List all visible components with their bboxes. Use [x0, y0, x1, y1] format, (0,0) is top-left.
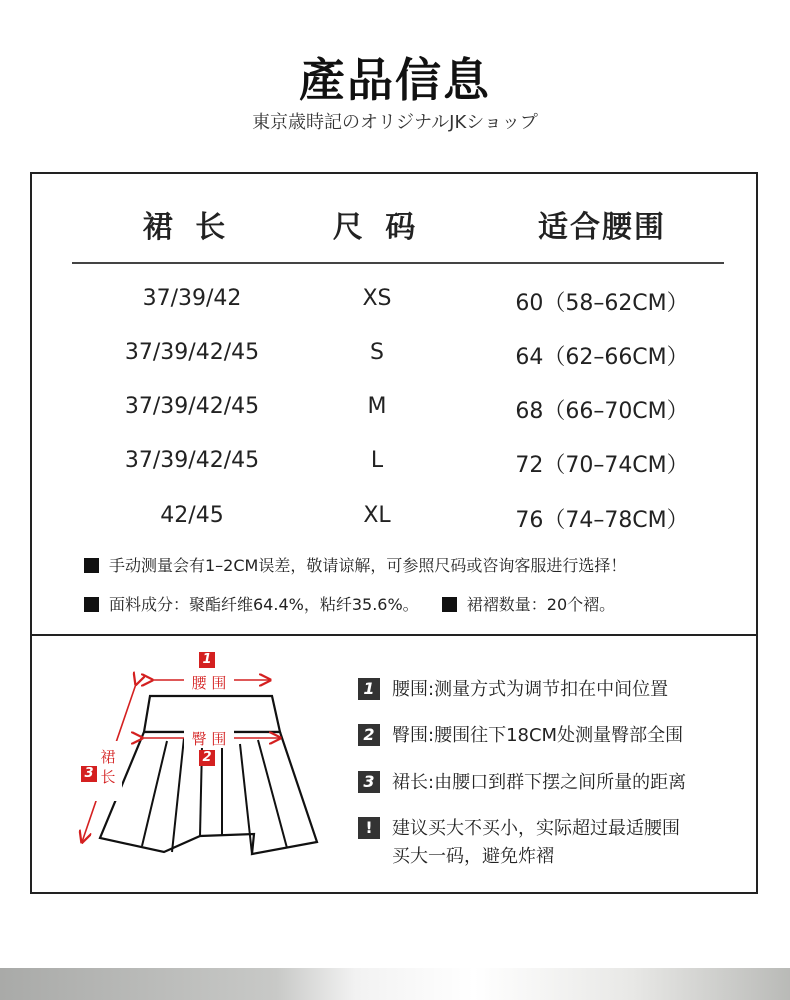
cell-waist: 68（66–70CM）: [515, 399, 689, 424]
legend-waist: 1 腰围:测量方式为调节扣在中间位置: [358, 675, 668, 701]
cell-length: 37/39/42: [142, 286, 242, 311]
cell-length: 37/39/42/45: [124, 394, 260, 419]
cell-length: 37/39/42/45: [124, 340, 260, 365]
table-row: [32, 448, 756, 478]
legend-tip: ! 建议买大不买小，实际超过最适腰围 买大一码，避免炸褶: [358, 814, 680, 840]
length-label-char-b: 长: [100, 768, 116, 786]
table-row: [32, 340, 756, 370]
material-note: 面料成分：聚酯纤维64.4%，粘纤35.6%。 裙褶数量：20个褶。: [84, 592, 615, 615]
section-divider: [32, 634, 756, 636]
table-header-rule: [72, 262, 724, 264]
cell-length: 42/45: [160, 503, 224, 528]
measurement-error-note: 手动测量会有1–2CM误差，敬请谅解，可参照尺码或咨询客服进行选择！: [84, 553, 626, 576]
cell-size: XL: [363, 503, 391, 528]
page-subtitle: 東京歳時記のオリジナルJKショップ: [252, 112, 538, 133]
table-row: [32, 286, 756, 316]
product-photo-strip: [0, 968, 790, 1000]
cell-waist: 60（58–62CM）: [515, 291, 689, 316]
header-size: 尺 码: [332, 210, 422, 245]
hip-label: 臀 围: [191, 730, 227, 748]
legend-number-2: 2: [358, 724, 380, 746]
size-table-header: [32, 202, 756, 246]
skirt-waistband: [144, 696, 280, 732]
cell-size: XS: [362, 286, 392, 311]
header-waist: 适合腰围: [538, 210, 666, 245]
header-skirt-length: 裙 长: [142, 210, 232, 245]
cell-length: 37/39/42/45: [124, 448, 260, 473]
hip-label-number: 2: [199, 750, 215, 766]
cell-size: M: [367, 394, 387, 419]
bullet-square-icon: [84, 597, 99, 612]
waist-label: 腰 围: [191, 674, 227, 692]
length-label-number: 3: [81, 766, 97, 782]
cell-waist: 76（74–78CM）: [515, 508, 689, 533]
cell-waist: 64（62–66CM）: [515, 345, 689, 370]
bullet-square-icon: [84, 558, 99, 573]
legend-hip: 2 臀围:腰围往下18CM处测量臀部全围: [358, 721, 683, 747]
page-title: 產品信息: [299, 53, 491, 107]
bullet-square-icon: [442, 597, 457, 612]
waist-label-number: 1: [199, 652, 215, 668]
cell-waist: 72（70–74CM）: [515, 453, 689, 478]
legend-number-3: 3: [358, 771, 380, 793]
length-label-char-a: 裙: [100, 748, 116, 766]
legend-number-1: 1: [358, 678, 380, 700]
exclamation-icon: !: [358, 817, 380, 839]
table-row: [32, 394, 756, 424]
legend-length: 3 裙长:由腰口到群下摆之间所量的距离: [358, 768, 686, 794]
cell-size: L: [370, 448, 384, 473]
table-row: [32, 503, 756, 533]
product-info-box: [30, 172, 758, 894]
cell-size: S: [370, 340, 384, 365]
